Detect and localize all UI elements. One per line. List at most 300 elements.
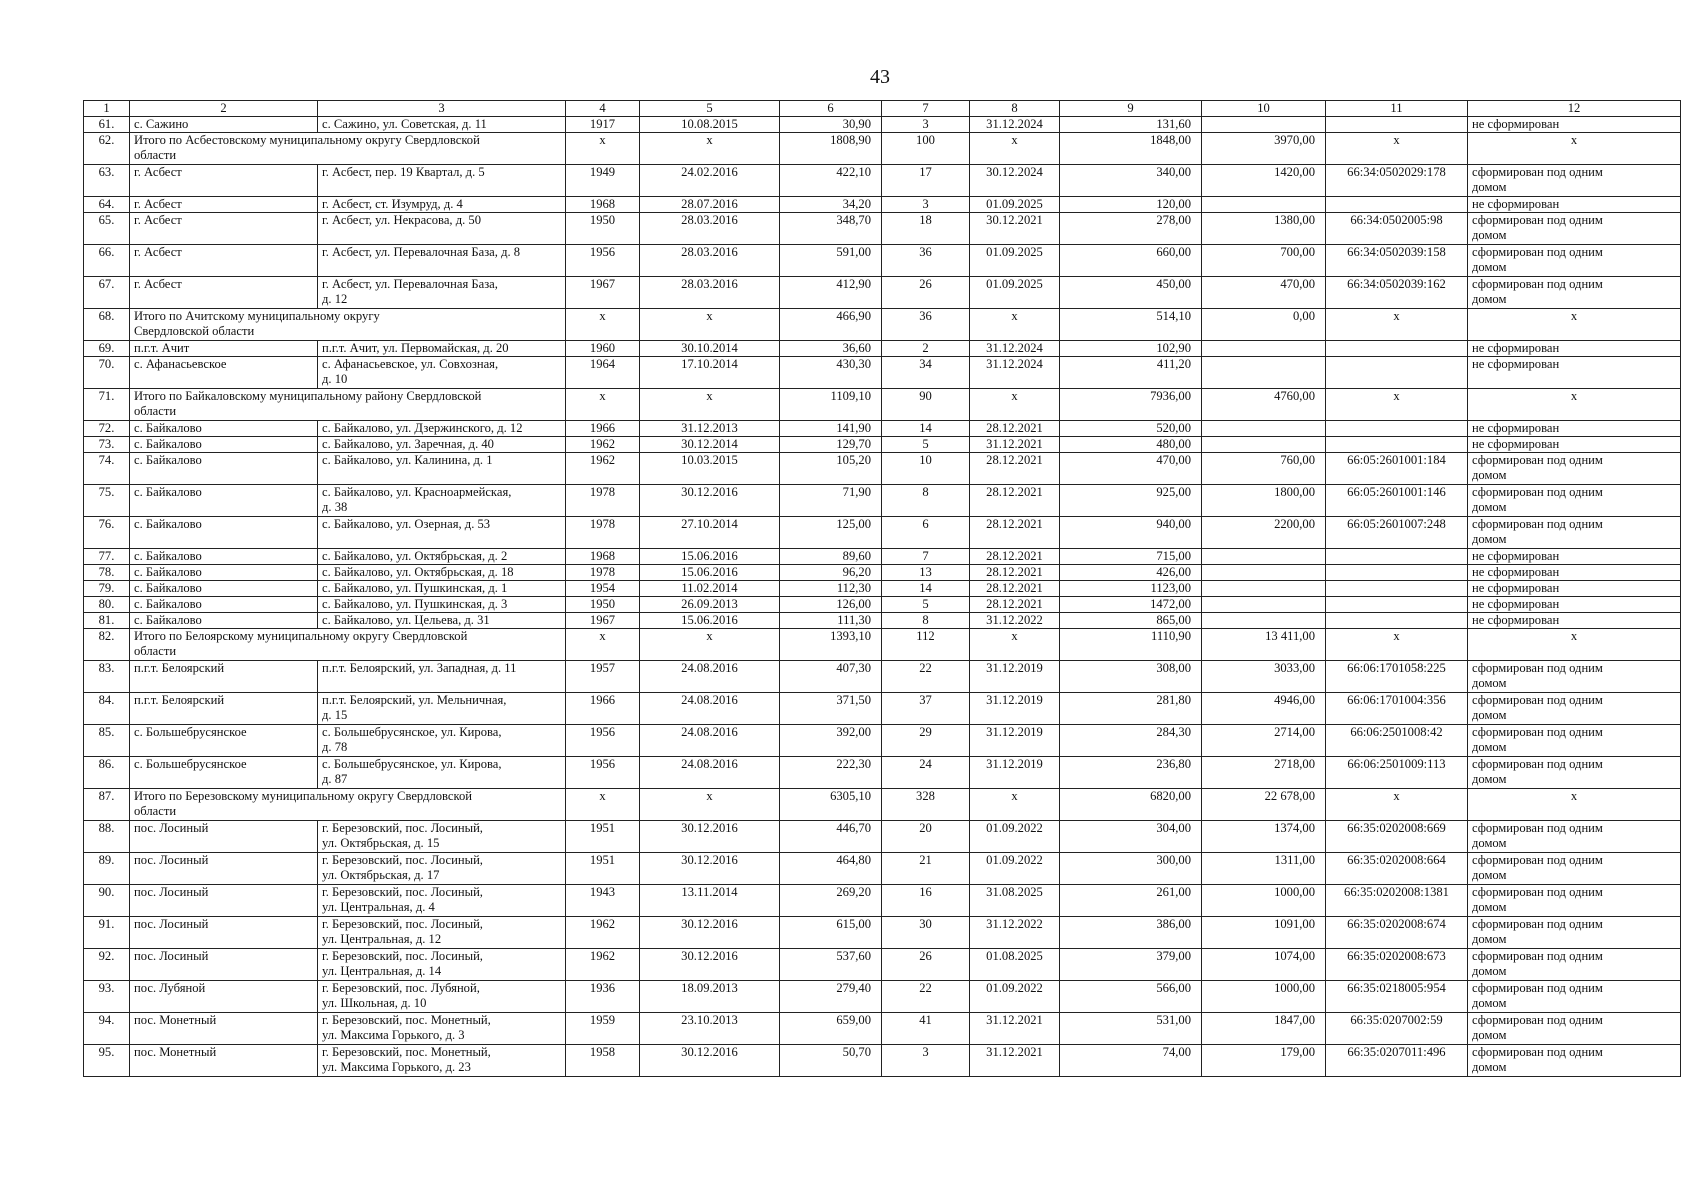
residents-cell: 17: [882, 165, 970, 197]
table-row: [84, 421, 1681, 437]
table-row: [84, 485, 1681, 517]
deadline-cell: 28.12.2021: [970, 485, 1060, 517]
value-cell: 300,00: [1060, 853, 1202, 885]
land-area-cell: 1800,00: [1202, 485, 1326, 517]
table-row: [84, 693, 1681, 725]
settlement-cell: с. Байкалово: [130, 613, 318, 629]
residents-cell: 328: [882, 789, 970, 821]
address-cell: г. Асбест, ул. Перевалочная База, д. 12: [318, 277, 566, 309]
row-number-cell: 83.: [84, 661, 130, 693]
year-built-cell: 1978: [566, 565, 640, 581]
date-cell: 15.06.2016: [640, 613, 780, 629]
land-area-cell: 1000,00: [1202, 885, 1326, 917]
year-built-cell: 1956: [566, 757, 640, 789]
table-body: [84, 117, 1681, 1077]
address-cell: г. Березовский, пос. Лосиный, ул. Октябрьская, д. 17: [318, 853, 566, 885]
year-built-cell: 1967: [566, 277, 640, 309]
row-number-cell: 69.: [84, 341, 130, 357]
residents-cell: 112: [882, 629, 970, 661]
cadastral-number-cell: 66:35:0207002:59: [1326, 1013, 1468, 1045]
year-built-cell: x: [566, 629, 640, 661]
table-row: [84, 661, 1681, 693]
deadline-cell: 31.12.2019: [970, 661, 1060, 693]
row-number-cell: 68.: [84, 309, 130, 341]
year-built-cell: 1960: [566, 341, 640, 357]
column-number-cell: 8: [970, 101, 1060, 117]
settlement-cell: пос. Монетный: [130, 1013, 318, 1045]
table-row: [84, 341, 1681, 357]
area-cell: 30,90: [780, 117, 882, 133]
table-row: [84, 725, 1681, 757]
area-cell: 591,00: [780, 245, 882, 277]
row-number-cell: 74.: [84, 453, 130, 485]
row-number-cell: 81.: [84, 613, 130, 629]
land-area-cell: [1202, 581, 1326, 597]
date-cell: 10.08.2015: [640, 117, 780, 133]
status-cell: не сформирован: [1468, 613, 1681, 629]
area-cell: 269,20: [780, 885, 882, 917]
table-row: [84, 613, 1681, 629]
value-cell: 102,90: [1060, 341, 1202, 357]
table-header: [84, 101, 1681, 117]
row-number-cell: 78.: [84, 565, 130, 581]
date-cell: 24.08.2016: [640, 757, 780, 789]
date-cell: 23.10.2013: [640, 1013, 780, 1045]
year-built-cell: 1951: [566, 853, 640, 885]
cadastral-number-cell: 66:06:2501008:42: [1326, 725, 1468, 757]
residents-cell: 21: [882, 853, 970, 885]
area-cell: 412,90: [780, 277, 882, 309]
land-area-cell: 1420,00: [1202, 165, 1326, 197]
column-number-cell: 5: [640, 101, 780, 117]
deadline-cell: 01.09.2025: [970, 197, 1060, 213]
value-cell: 715,00: [1060, 549, 1202, 565]
cadastral-number-cell: 66:35:0202008:669: [1326, 821, 1468, 853]
status-cell: сформирован под одним домом: [1468, 517, 1681, 549]
address-cell: г. Березовский, пос. Лосиный, ул. Центральная, д. 14: [318, 949, 566, 981]
deadline-cell: 30.12.2021: [970, 213, 1060, 245]
year-built-cell: 1959: [566, 1013, 640, 1045]
address-cell: г. Березовский, пос. Лубяной, ул. Школьная, д. 10: [318, 981, 566, 1013]
row-number-cell: 94.: [84, 1013, 130, 1045]
area-cell: 537,60: [780, 949, 882, 981]
land-area-cell: 3970,00: [1202, 133, 1326, 165]
deadline-cell: 28.12.2021: [970, 549, 1060, 565]
settlement-cell: пос. Лосиный: [130, 917, 318, 949]
year-built-cell: 1950: [566, 213, 640, 245]
residents-cell: 90: [882, 389, 970, 421]
value-cell: 1123,00: [1060, 581, 1202, 597]
date-cell: 11.02.2014: [640, 581, 780, 597]
residents-cell: 6: [882, 517, 970, 549]
table-row: [84, 437, 1681, 453]
cadastral-number-cell: [1326, 197, 1468, 213]
cadastral-number-cell: [1326, 437, 1468, 453]
row-number-cell: 75.: [84, 485, 130, 517]
address-cell: г. Асбест, ул. Некрасова, д. 50: [318, 213, 566, 245]
value-cell: 308,00: [1060, 661, 1202, 693]
address-cell: с. Байкалово, ул. Цельева, д. 31: [318, 613, 566, 629]
deadline-cell: x: [970, 389, 1060, 421]
cadastral-number-cell: 66:05:2601001:146: [1326, 485, 1468, 517]
table-row: [84, 949, 1681, 981]
area-cell: 422,10: [780, 165, 882, 197]
table-row: [84, 565, 1681, 581]
residents-cell: 3: [882, 197, 970, 213]
deadline-cell: 31.12.2021: [970, 437, 1060, 453]
cadastral-number-cell: 66:34:0502005:98: [1326, 213, 1468, 245]
subtotal-row: [84, 389, 1681, 421]
row-number-cell: 63.: [84, 165, 130, 197]
address-cell: с. Байкалово, ул. Заречная, д. 40: [318, 437, 566, 453]
land-area-cell: [1202, 421, 1326, 437]
column-number-cell: 9: [1060, 101, 1202, 117]
status-cell: не сформирован: [1468, 437, 1681, 453]
table-row: [84, 1013, 1681, 1045]
address-cell: г. Асбест, ул. Перевалочная База, д. 8: [318, 245, 566, 277]
area-cell: 1808,90: [780, 133, 882, 165]
status-cell: x: [1468, 629, 1681, 661]
residents-cell: 22: [882, 661, 970, 693]
year-built-cell: 1962: [566, 949, 640, 981]
year-built-cell: 1956: [566, 725, 640, 757]
land-area-cell: 1000,00: [1202, 981, 1326, 1013]
date-cell: x: [640, 133, 780, 165]
table-row: [84, 277, 1681, 309]
land-area-cell: [1202, 117, 1326, 133]
column-number-cell: 6: [780, 101, 882, 117]
land-area-cell: 1380,00: [1202, 213, 1326, 245]
residents-cell: 14: [882, 421, 970, 437]
column-number-cell: 11: [1326, 101, 1468, 117]
deadline-cell: 31.12.2022: [970, 917, 1060, 949]
row-number-cell: 77.: [84, 549, 130, 565]
settlement-cell: пос. Лосиный: [130, 885, 318, 917]
status-cell: сформирован под одним домом: [1468, 757, 1681, 789]
settlement-cell: с. Афанасьевское: [130, 357, 318, 389]
residents-cell: 36: [882, 309, 970, 341]
address-cell: с. Афанасьевское, ул. Совхозная, д. 10: [318, 357, 566, 389]
value-cell: 74,00: [1060, 1045, 1202, 1077]
residents-cell: 34: [882, 357, 970, 389]
year-built-cell: 1958: [566, 1045, 640, 1077]
land-area-cell: 22 678,00: [1202, 789, 1326, 821]
subtotal-label-cell: Итого по Асбестовскому муниципальному округу Свердловской области: [130, 133, 566, 165]
address-cell: г. Березовский, пос. Лосиный, ул. Центральная, д. 4: [318, 885, 566, 917]
status-cell: x: [1468, 789, 1681, 821]
cadastral-number-cell: 66:05:2601001:184: [1326, 453, 1468, 485]
status-cell: не сформирован: [1468, 117, 1681, 133]
row-number-cell: 85.: [84, 725, 130, 757]
residents-cell: 3: [882, 117, 970, 133]
settlement-cell: с. Байкалово: [130, 549, 318, 565]
date-cell: 30.12.2016: [640, 853, 780, 885]
table-row: [84, 517, 1681, 549]
row-number-cell: 64.: [84, 197, 130, 213]
table-row: [84, 853, 1681, 885]
residents-cell: 26: [882, 949, 970, 981]
year-built-cell: x: [566, 309, 640, 341]
area-cell: 126,00: [780, 597, 882, 613]
land-area-cell: 470,00: [1202, 277, 1326, 309]
status-cell: сформирован под одним домом: [1468, 485, 1681, 517]
row-number-cell: 95.: [84, 1045, 130, 1077]
residents-cell: 29: [882, 725, 970, 757]
settlement-cell: г. Асбест: [130, 245, 318, 277]
row-number-cell: 87.: [84, 789, 130, 821]
land-area-cell: 1074,00: [1202, 949, 1326, 981]
deadline-cell: 28.12.2021: [970, 597, 1060, 613]
date-cell: 24.08.2016: [640, 661, 780, 693]
status-cell: не сформирован: [1468, 197, 1681, 213]
table-row: [84, 981, 1681, 1013]
land-area-cell: [1202, 565, 1326, 581]
column-number-cell: 2: [130, 101, 318, 117]
area-cell: 50,70: [780, 1045, 882, 1077]
value-cell: 925,00: [1060, 485, 1202, 517]
land-area-cell: [1202, 613, 1326, 629]
status-cell: сформирован под одним домом: [1468, 213, 1681, 245]
residents-cell: 22: [882, 981, 970, 1013]
year-built-cell: 1949: [566, 165, 640, 197]
status-cell: сформирован под одним домом: [1468, 661, 1681, 693]
land-area-cell: [1202, 597, 1326, 613]
residents-cell: 7: [882, 549, 970, 565]
row-number-cell: 67.: [84, 277, 130, 309]
status-cell: не сформирован: [1468, 581, 1681, 597]
address-cell: п.г.т. Белоярский, ул. Западная, д. 11: [318, 661, 566, 693]
settlement-cell: п.г.т. Белоярский: [130, 693, 318, 725]
date-cell: 18.09.2013: [640, 981, 780, 1013]
status-cell: не сформирован: [1468, 597, 1681, 613]
year-built-cell: 1978: [566, 485, 640, 517]
area-cell: 659,00: [780, 1013, 882, 1045]
cadastral-number-cell: [1326, 613, 1468, 629]
land-area-cell: 2714,00: [1202, 725, 1326, 757]
residents-cell: 8: [882, 485, 970, 517]
year-built-cell: 1951: [566, 821, 640, 853]
settlement-cell: с. Байкалово: [130, 437, 318, 453]
cadastral-number-cell: [1326, 421, 1468, 437]
year-built-cell: x: [566, 389, 640, 421]
subtotal-label-cell: Итого по Белоярскому муниципальному округу Свердловской области: [130, 629, 566, 661]
area-cell: 112,30: [780, 581, 882, 597]
residents-cell: 10: [882, 453, 970, 485]
date-cell: 26.09.2013: [640, 597, 780, 613]
date-cell: 28.03.2016: [640, 277, 780, 309]
land-area-cell: [1202, 341, 1326, 357]
value-cell: 566,00: [1060, 981, 1202, 1013]
status-cell: сформирован под одним домом: [1468, 245, 1681, 277]
area-cell: 430,30: [780, 357, 882, 389]
residents-cell: 37: [882, 693, 970, 725]
deadline-cell: 01.09.2022: [970, 853, 1060, 885]
settlement-cell: с. Большебрусянское: [130, 757, 318, 789]
deadline-cell: 31.12.2024: [970, 117, 1060, 133]
row-number-cell: 70.: [84, 357, 130, 389]
settlement-cell: с. Байкалово: [130, 581, 318, 597]
settlement-cell: п.г.т. Белоярский: [130, 661, 318, 693]
date-cell: 28.03.2016: [640, 245, 780, 277]
value-cell: 379,00: [1060, 949, 1202, 981]
column-number-cell: 10: [1202, 101, 1326, 117]
date-cell: 24.08.2016: [640, 693, 780, 725]
residents-cell: 41: [882, 1013, 970, 1045]
value-cell: 1472,00: [1060, 597, 1202, 613]
table-row: [84, 885, 1681, 917]
housing-table: [83, 100, 1681, 1077]
land-area-cell: 4760,00: [1202, 389, 1326, 421]
table-row: [84, 357, 1681, 389]
address-cell: с. Байкалово, ул. Озерная, д. 53: [318, 517, 566, 549]
land-area-cell: [1202, 197, 1326, 213]
settlement-cell: пос. Лосиный: [130, 949, 318, 981]
cadastral-number-cell: 66:35:0218005:954: [1326, 981, 1468, 1013]
value-cell: 131,60: [1060, 117, 1202, 133]
address-cell: г. Березовский, пос. Лосиный, ул. Октябрьская, д. 15: [318, 821, 566, 853]
year-built-cell: 1968: [566, 549, 640, 565]
subtotal-label-cell: Итого по Ачитскому муниципальному округу Свердловской области: [130, 309, 566, 341]
residents-cell: 3: [882, 1045, 970, 1077]
address-cell: с. Большебрусянское, ул. Кирова, д. 87: [318, 757, 566, 789]
deadline-cell: 31.12.2021: [970, 1013, 1060, 1045]
deadline-cell: x: [970, 629, 1060, 661]
area-cell: 1393,10: [780, 629, 882, 661]
residents-cell: 30: [882, 917, 970, 949]
deadline-cell: 01.09.2022: [970, 821, 1060, 853]
table-row: [84, 245, 1681, 277]
residents-cell: 16: [882, 885, 970, 917]
year-built-cell: 1957: [566, 661, 640, 693]
value-cell: 6820,00: [1060, 789, 1202, 821]
residents-cell: 36: [882, 245, 970, 277]
address-cell: г. Березовский, пос. Монетный, ул. Максима Горького, д. 23: [318, 1045, 566, 1077]
land-area-cell: 1847,00: [1202, 1013, 1326, 1045]
address-cell: с. Большебрусянское, ул. Кирова, д. 78: [318, 725, 566, 757]
settlement-cell: пос. Монетный: [130, 1045, 318, 1077]
land-area-cell: [1202, 357, 1326, 389]
value-cell: 520,00: [1060, 421, 1202, 437]
land-area-cell: 700,00: [1202, 245, 1326, 277]
value-cell: 1110,90: [1060, 629, 1202, 661]
table-row: [84, 197, 1681, 213]
area-cell: 111,30: [780, 613, 882, 629]
value-cell: 531,00: [1060, 1013, 1202, 1045]
area-cell: 392,00: [780, 725, 882, 757]
date-cell: 24.02.2016: [640, 165, 780, 197]
address-cell: с. Байкалово, ул. Калинина, д. 1: [318, 453, 566, 485]
date-cell: 27.10.2014: [640, 517, 780, 549]
deadline-cell: 28.12.2021: [970, 565, 1060, 581]
settlement-cell: с. Байкалово: [130, 453, 318, 485]
residents-cell: 14: [882, 581, 970, 597]
land-area-cell: 2718,00: [1202, 757, 1326, 789]
settlement-cell: пос. Лосиный: [130, 821, 318, 853]
cadastral-number-cell: 66:34:0502039:162: [1326, 277, 1468, 309]
area-cell: 34,20: [780, 197, 882, 213]
area-cell: 89,60: [780, 549, 882, 565]
date-cell: 28.07.2016: [640, 197, 780, 213]
deadline-cell: x: [970, 309, 1060, 341]
residents-cell: 18: [882, 213, 970, 245]
deadline-cell: 31.12.2019: [970, 693, 1060, 725]
row-number-cell: 82.: [84, 629, 130, 661]
value-cell: 304,00: [1060, 821, 1202, 853]
address-cell: с. Байкалово, ул. Октябрьская, д. 18: [318, 565, 566, 581]
date-cell: x: [640, 389, 780, 421]
cadastral-number-cell: x: [1326, 389, 1468, 421]
area-cell: 222,30: [780, 757, 882, 789]
table-row: [84, 213, 1681, 245]
address-cell: с. Байкалово, ул. Пушкинская, д. 3: [318, 597, 566, 613]
subtotal-row: [84, 133, 1681, 165]
date-cell: 15.06.2016: [640, 565, 780, 581]
deadline-cell: 31.12.2019: [970, 725, 1060, 757]
area-cell: 464,80: [780, 853, 882, 885]
cadastral-number-cell: [1326, 117, 1468, 133]
status-cell: сформирован под одним домом: [1468, 277, 1681, 309]
settlement-cell: г. Асбест: [130, 277, 318, 309]
date-cell: x: [640, 629, 780, 661]
row-number-cell: 71.: [84, 389, 130, 421]
row-number-cell: 66.: [84, 245, 130, 277]
area-cell: 71,90: [780, 485, 882, 517]
date-cell: 10.03.2015: [640, 453, 780, 485]
land-area-cell: 0,00: [1202, 309, 1326, 341]
row-number-cell: 84.: [84, 693, 130, 725]
date-cell: 13.11.2014: [640, 885, 780, 917]
status-cell: x: [1468, 389, 1681, 421]
subtotal-label-cell: Итого по Байкаловскому муниципальному району Свердловской области: [130, 389, 566, 421]
cadastral-number-cell: 66:06:1701058:225: [1326, 661, 1468, 693]
column-number-cell: 4: [566, 101, 640, 117]
land-area-cell: [1202, 549, 1326, 565]
year-built-cell: 1964: [566, 357, 640, 389]
settlement-cell: г. Асбест: [130, 197, 318, 213]
table-row: [84, 597, 1681, 613]
address-cell: г. Березовский, пос. Монетный, ул. Максима Горького, д. 3: [318, 1013, 566, 1045]
row-number-cell: 61.: [84, 117, 130, 133]
year-built-cell: 1954: [566, 581, 640, 597]
year-built-cell: 1962: [566, 453, 640, 485]
value-cell: 236,80: [1060, 757, 1202, 789]
area-cell: 6305,10: [780, 789, 882, 821]
subtotal-row: [84, 309, 1681, 341]
table-row: [84, 1045, 1681, 1077]
row-number-cell: 91.: [84, 917, 130, 949]
date-cell: 30.10.2014: [640, 341, 780, 357]
row-number-cell: 72.: [84, 421, 130, 437]
value-cell: 7936,00: [1060, 389, 1202, 421]
address-cell: г. Березовский, пос. Лосиный, ул. Центральная, д. 12: [318, 917, 566, 949]
value-cell: 940,00: [1060, 517, 1202, 549]
area-cell: 36,60: [780, 341, 882, 357]
value-cell: 284,30: [1060, 725, 1202, 757]
column-number-cell: 1: [84, 101, 130, 117]
cadastral-number-cell: [1326, 597, 1468, 613]
row-number-cell: 79.: [84, 581, 130, 597]
status-cell: не сформирован: [1468, 549, 1681, 565]
cadastral-number-cell: x: [1326, 133, 1468, 165]
residents-cell: 24: [882, 757, 970, 789]
row-number-cell: 89.: [84, 853, 130, 885]
value-cell: 1848,00: [1060, 133, 1202, 165]
deadline-cell: 28.12.2021: [970, 453, 1060, 485]
address-cell: с. Байкалово, ул. Пушкинская, д. 1: [318, 581, 566, 597]
area-cell: 466,90: [780, 309, 882, 341]
status-cell: сформирован под одним домом: [1468, 917, 1681, 949]
residents-cell: 20: [882, 821, 970, 853]
